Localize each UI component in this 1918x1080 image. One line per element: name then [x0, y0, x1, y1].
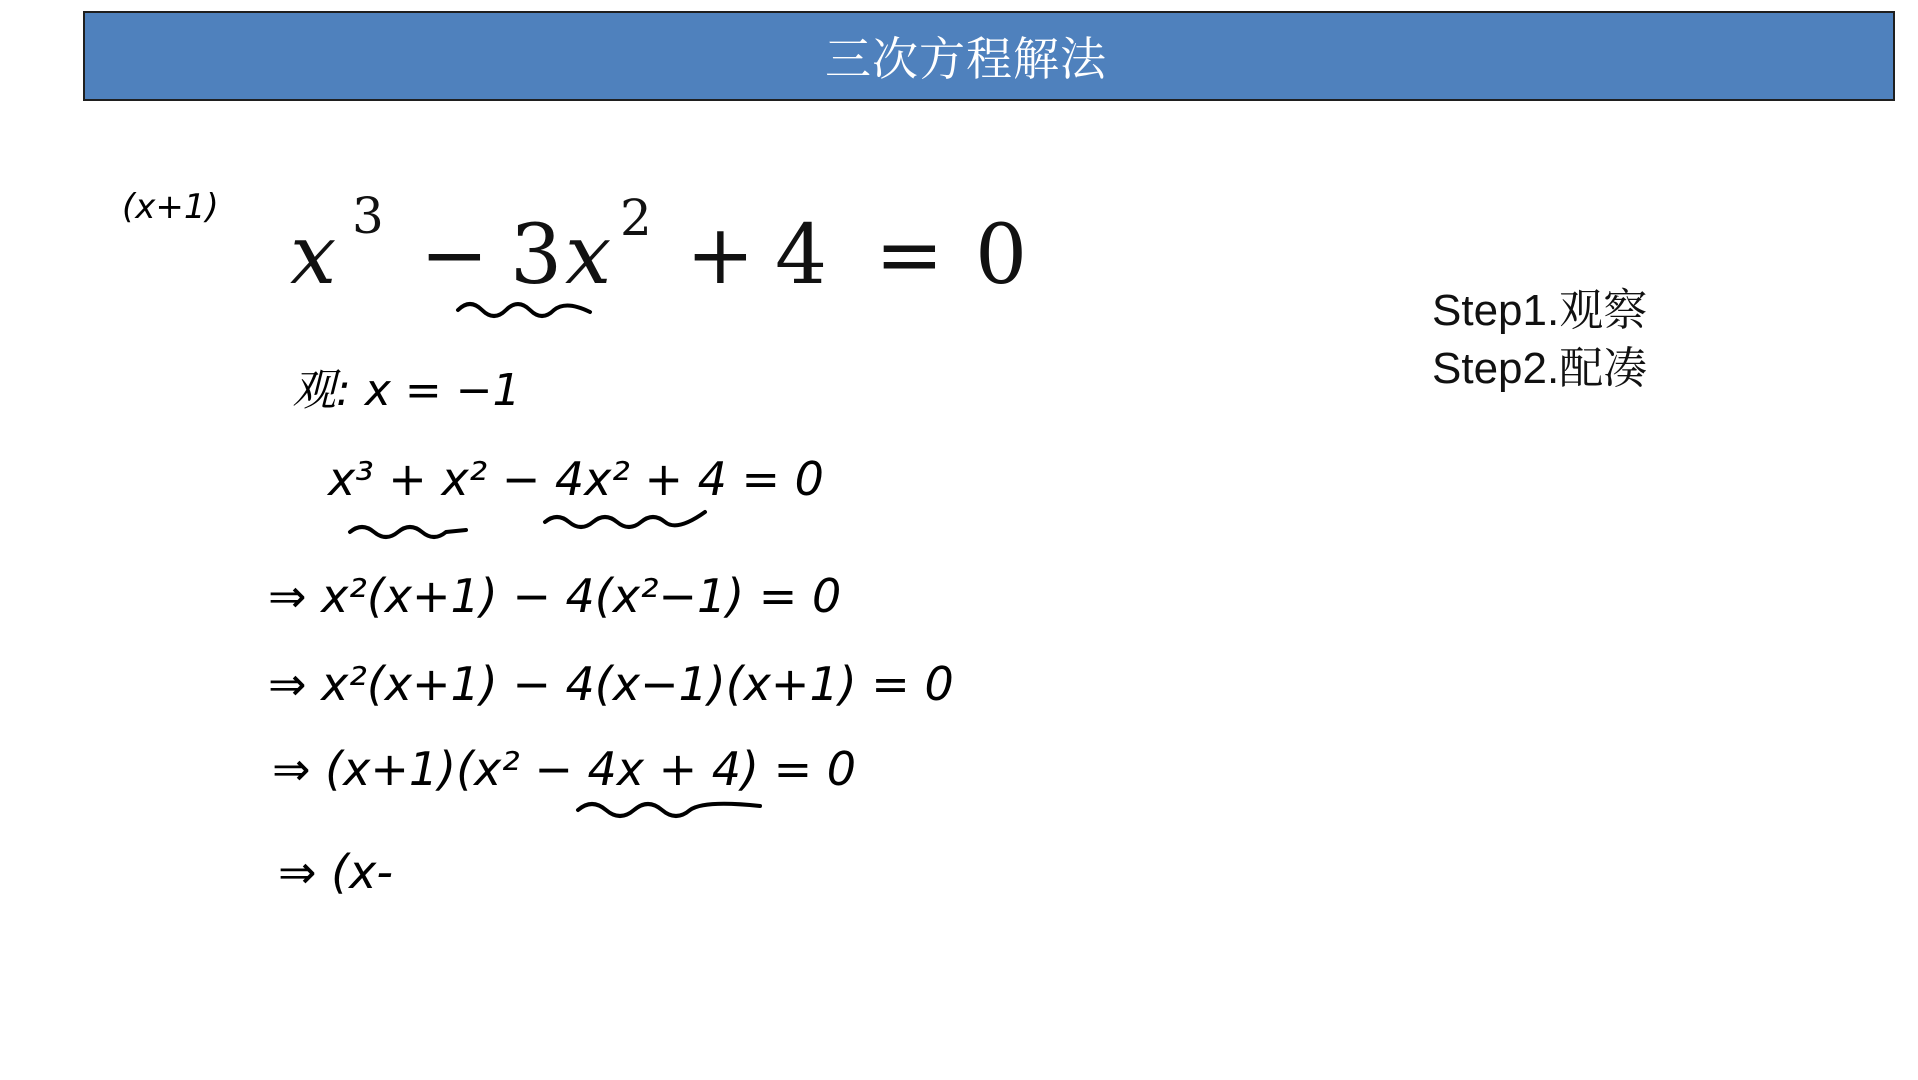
step-1-observe: Step1.观察	[1432, 286, 1648, 335]
slide-title: 三次方程解法	[825, 32, 1107, 86]
underline-x3-plus-x2	[350, 527, 466, 537]
eq-exponent-2: 2	[620, 189, 652, 247]
eq-minus: −	[420, 208, 489, 303]
eq-equals: =	[875, 208, 944, 303]
underline-quadratic	[578, 804, 760, 816]
note-line-4: ⇒ (x+1)(x² − 4x + 4) = 0	[272, 742, 857, 796]
eq-plus: +	[686, 208, 755, 303]
note-observe-root: 观: x = −1	[292, 365, 521, 416]
eq-constant-4: 4	[775, 208, 828, 303]
step-2-complete: Step2.配凑	[1432, 344, 1648, 393]
eq-coefficient-3: 3	[510, 208, 563, 303]
eq-variable-x: x	[290, 208, 337, 303]
underline-3x2	[458, 304, 590, 316]
note-line-2: ⇒ x²(x+1) − 4(x²−1) = 0	[268, 569, 842, 623]
note-line-5: ⇒ (x-	[278, 845, 393, 899]
eq-exponent-3: 3	[352, 187, 384, 245]
note-line-3: ⇒ x²(x+1) − 4(x−1)(x+1) = 0	[268, 657, 954, 711]
eq-variable-x-2: x	[565, 208, 612, 303]
eq-zero: 0	[975, 208, 1028, 303]
note-line-1: x³ + x² − 4x² + 4 = 0	[328, 452, 824, 506]
underline-4x2-plus-4	[545, 512, 705, 527]
note-factor-x-plus-1: (x+1)	[122, 187, 219, 227]
